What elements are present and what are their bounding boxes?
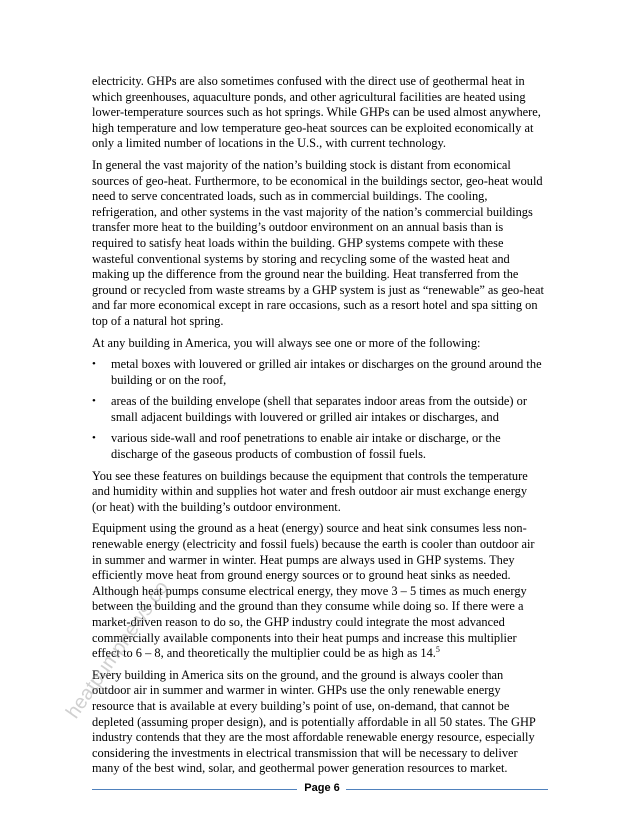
list-item-text: areas of the building envelope (shell that separates indoor areas from the outside) or small adjacent buildings with louvered or grilled air intakes or discharges, and [111, 394, 527, 424]
list-item [92, 394, 544, 425]
list-item-text: metal boxes with louvered or grilled air intakes or discharges on the ground around the building or on the roof, [111, 357, 542, 387]
bullet-icon: • [92, 432, 96, 445]
page-number: Page 6 [304, 782, 340, 794]
footer-rule-left [92, 789, 297, 790]
footnote-reference[interactable]: 5 [435, 645, 440, 655]
footer-rule-right [346, 789, 548, 790]
bullet-list [92, 357, 544, 463]
list-item [92, 431, 544, 462]
bullet-icon: • [92, 395, 96, 408]
paragraph-5 [92, 521, 544, 661]
paragraph-6: Every building in America sits on the ground, and the ground is always cooler than outdoor air in summer and warmer in winter. GHPs use the only renewable energy resource that is available at every building’s point of use, on-demand, that cannot be depleted (assuming proper design), and is potentially affordable in all 50 states. The GHP industry contends that they are the most affordable renewable energy resource, especially considering the investments in electrical transmission that will be necessary to deliver many of the best wind, solar, and geothermal power generation resources to market. [92, 667, 536, 776]
paragraph-5-text: Equipment using the ground as a heat (energy) source and heat sink consumes less non-renewable energy (electricity and fossil fuels) because the earth is cooler than outdoor air in summer and warmer in winter. Heat pumps are always used in GHP systems. They efficiently move heat from ground energy sources or to ground heat sinks as needed. Although heat pumps consume electrical energy, they move 3 – 5 times as much energy between the building and the ground than they consume while doing so. If there were a market-driven reason to do so, the GHP industry could integrate the most advanced commercially available components into their heat pumps and increase this multiplier effect to 6 – 8, and theoretically the multiplier could be as high as 14. [92, 521, 535, 661]
watermark: heatpumpnews.co [62, 577, 174, 723]
paragraph-3: At any building in America, you will always see one or more of the following: [92, 335, 481, 350]
body-text [92, 74, 544, 783]
list-item [92, 357, 544, 388]
paragraph-1: electricity. GHPs are also sometimes confused with the direct use of geothermal heat in which greenhouses, aquaculture ponds, and other agricultural facilities are heated using lower-temperature sources such as hot springs. While GHPs can be used almost anywhere, high temperature and low temperature geo-heat sources can be exploited economically at only a limited number of locations in the U.S., with current technology. [92, 74, 541, 151]
paragraph-2: In general the vast majority of the nation’s building stock is distant from economical sources of geo-heat. Furthermore, to be economical in the buildings sector, geo-heat would need to serve concentrated loads, such as in commercial buildings. The cooling, refrigeration, and other systems in the vast majority of the nation’s commercial buildings transfer more heat to the building’s outdoor environment on an annual basis than is required to satisfy heat loads within the building. GHP systems compete with these wasteful conventional systems by storing and recycling some of the wasted heat and making up the difference from the ground near the building. Heat transferred from the ground or recycled from waste streams by a GHP system is just as “renewable” as geo-heat and far more economical except in rare occasions, such as a resort hotel and spa sitting on top of a natural hot spring. [92, 157, 544, 328]
paragraph-4: You see these features on buildings because the equipment that controls the temperature and humidity within and supplies hot water and fresh outdoor air must exchange energy (or heat) with the building’s outdoor environment. [92, 468, 528, 514]
page-footer [92, 780, 548, 800]
list-item-text: various side-wall and roof penetrations to enable air intake or discharge, or the discharge of the gaseous products of combustion of fossil fuels. [111, 431, 501, 462]
bullet-icon: • [92, 358, 96, 371]
